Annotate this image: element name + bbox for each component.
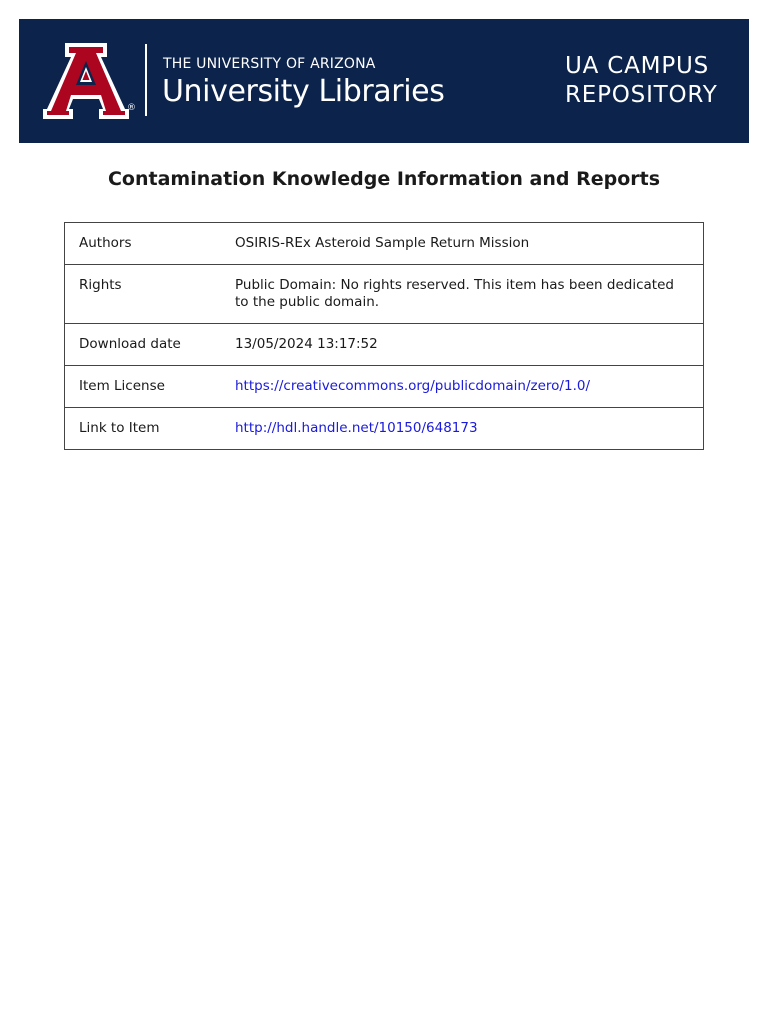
item-handle-link[interactable]: http://hdl.handle.net/10150/648173 xyxy=(235,420,478,436)
institution-name: THE UNIVERSITY OF ARIZONA xyxy=(163,56,376,72)
registered-mark: ® xyxy=(127,103,136,113)
header-banner xyxy=(19,19,749,143)
table-row xyxy=(65,223,704,265)
row-value-authors: OSIRIS-REx Asteroid Sample Return Mission xyxy=(225,223,704,265)
row-label-link-to-item: Link to Item xyxy=(65,408,226,450)
row-value-rights: Public Domain: No rights reserved. This item has been dedicated to the public domain. xyxy=(225,265,704,324)
metadata-table xyxy=(64,222,704,450)
table-row xyxy=(65,324,704,366)
document-title: Contamination Knowledge Information and Reports xyxy=(107,168,661,190)
row-label-rights: Rights xyxy=(65,265,226,324)
table-row xyxy=(65,408,704,450)
libraries-name: University Libraries xyxy=(162,74,445,109)
table-row xyxy=(65,265,704,324)
block-a-logo-icon xyxy=(43,43,129,119)
banner-divider xyxy=(145,44,147,116)
row-label-item-license: Item License xyxy=(65,366,226,408)
row-label-download-date: Download date xyxy=(65,324,226,366)
table-row xyxy=(65,366,704,408)
row-value-download-date: 13/05/2024 13:17:52 xyxy=(225,324,704,366)
item-license-link[interactable]: https://creativecommons.org/publicdomain/zero/1.0/ xyxy=(235,378,590,394)
repository-name-line1: UA CAMPUS xyxy=(565,53,710,79)
row-label-authors: Authors xyxy=(65,223,226,265)
repository-name-line2: REPOSITORY xyxy=(565,82,718,108)
